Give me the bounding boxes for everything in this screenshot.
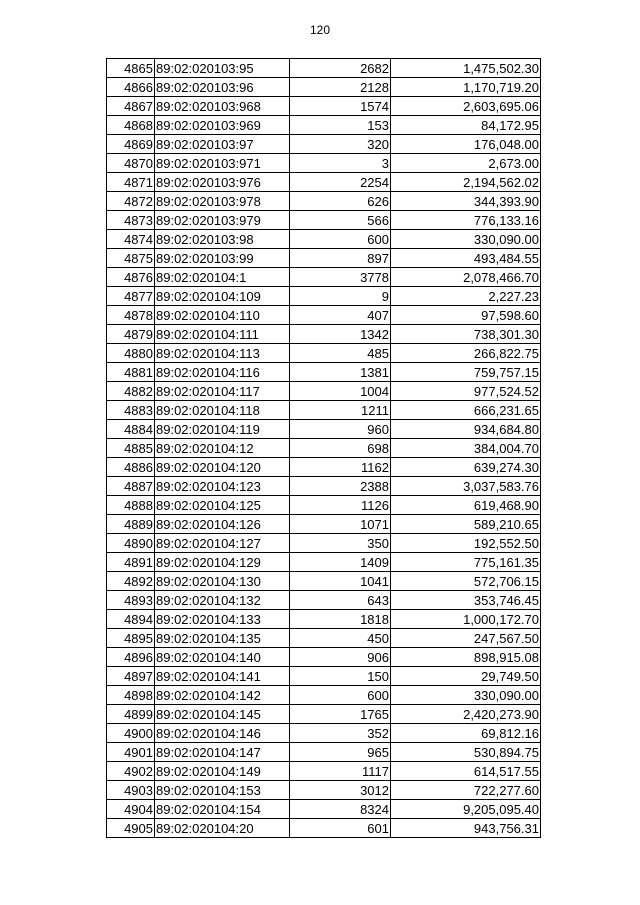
row-number-cell: 4882 — [107, 382, 155, 401]
cadastral-number-cell: 89:02:020103:97 — [155, 135, 290, 154]
value-cell: 3,037,583.76 — [391, 477, 541, 496]
row-number-cell: 4881 — [107, 363, 155, 382]
area-cell: 2254 — [290, 173, 391, 192]
value-cell: 759,757.15 — [391, 363, 541, 382]
row-number-cell: 4869 — [107, 135, 155, 154]
value-cell: 9,205,095.40 — [391, 800, 541, 819]
row-number-cell: 4898 — [107, 686, 155, 705]
cadastral-number-cell: 89:02:020104:123 — [155, 477, 290, 496]
row-number-cell: 4868 — [107, 116, 155, 135]
data-table — [106, 58, 541, 838]
table-row — [107, 420, 541, 439]
area-cell: 1117 — [290, 762, 391, 781]
value-cell: 1,000,172.70 — [391, 610, 541, 629]
table-row — [107, 800, 541, 819]
cadastral-number-cell: 89:02:020104:110 — [155, 306, 290, 325]
area-cell: 1071 — [290, 515, 391, 534]
table-row — [107, 515, 541, 534]
cadastral-number-cell: 89:02:020103:95 — [155, 59, 290, 78]
value-cell: 2,078,466.70 — [391, 268, 541, 287]
cadastral-number-cell: 89:02:020104:141 — [155, 667, 290, 686]
value-cell: 84,172.95 — [391, 116, 541, 135]
area-cell: 450 — [290, 629, 391, 648]
cadastral-number-cell: 89:02:020104:145 — [155, 705, 290, 724]
cadastral-number-cell: 89:02:020104:142 — [155, 686, 290, 705]
row-number-cell: 4886 — [107, 458, 155, 477]
value-cell: 943,756.31 — [391, 819, 541, 838]
table-row — [107, 344, 541, 363]
table-row — [107, 477, 541, 496]
cadastral-number-cell: 89:02:020104:12 — [155, 439, 290, 458]
row-number-cell: 4892 — [107, 572, 155, 591]
cadastral-number-cell: 89:02:020103:99 — [155, 249, 290, 268]
table-row — [107, 211, 541, 230]
value-cell: 572,706.15 — [391, 572, 541, 591]
table-row — [107, 781, 541, 800]
table-row — [107, 496, 541, 515]
row-number-cell: 4904 — [107, 800, 155, 819]
area-cell: 1041 — [290, 572, 391, 591]
cadastral-number-cell: 89:02:020104:149 — [155, 762, 290, 781]
row-number-cell: 4878 — [107, 306, 155, 325]
cadastral-number-cell: 89:02:020104:117 — [155, 382, 290, 401]
area-cell: 407 — [290, 306, 391, 325]
value-cell: 330,090.00 — [391, 686, 541, 705]
row-number-cell: 4887 — [107, 477, 155, 496]
cadastral-number-cell: 89:02:020104:118 — [155, 401, 290, 420]
table-row — [107, 648, 541, 667]
table-body — [107, 59, 541, 838]
area-cell: 8324 — [290, 800, 391, 819]
row-number-cell: 4888 — [107, 496, 155, 515]
table-row — [107, 154, 541, 173]
value-cell: 530,894.75 — [391, 743, 541, 762]
value-cell: 898,915.08 — [391, 648, 541, 667]
area-cell: 2388 — [290, 477, 391, 496]
table-row — [107, 572, 541, 591]
cadastral-number-cell: 89:02:020104:126 — [155, 515, 290, 534]
value-cell: 176,048.00 — [391, 135, 541, 154]
value-cell: 97,598.60 — [391, 306, 541, 325]
table-row — [107, 610, 541, 629]
cadastral-number-cell: 89:02:020104:129 — [155, 553, 290, 572]
row-number-cell: 4903 — [107, 781, 155, 800]
area-cell: 3012 — [290, 781, 391, 800]
value-cell: 977,524.52 — [391, 382, 541, 401]
table-row — [107, 686, 541, 705]
value-cell: 29,749.50 — [391, 667, 541, 686]
row-number-cell: 4902 — [107, 762, 155, 781]
table-row — [107, 116, 541, 135]
row-number-cell: 4872 — [107, 192, 155, 211]
area-cell: 352 — [290, 724, 391, 743]
row-number-cell: 4889 — [107, 515, 155, 534]
area-cell: 906 — [290, 648, 391, 667]
area-cell: 2128 — [290, 78, 391, 97]
value-cell: 353,746.45 — [391, 591, 541, 610]
value-cell: 2,194,562.02 — [391, 173, 541, 192]
cadastral-number-cell: 89:02:020103:979 — [155, 211, 290, 230]
row-number-cell: 4885 — [107, 439, 155, 458]
table-row — [107, 97, 541, 116]
table-row — [107, 724, 541, 743]
row-number-cell: 4867 — [107, 97, 155, 116]
table-row — [107, 743, 541, 762]
cadastral-number-cell: 89:02:020104:146 — [155, 724, 290, 743]
area-cell: 965 — [290, 743, 391, 762]
row-number-cell: 4876 — [107, 268, 155, 287]
cadastral-number-cell: 89:02:020103:98 — [155, 230, 290, 249]
value-cell: 247,567.50 — [391, 629, 541, 648]
table-row — [107, 249, 541, 268]
table-row — [107, 667, 541, 686]
value-cell: 666,231.65 — [391, 401, 541, 420]
row-number-cell: 4900 — [107, 724, 155, 743]
table-row — [107, 268, 541, 287]
area-cell: 2682 — [290, 59, 391, 78]
row-number-cell: 4880 — [107, 344, 155, 363]
table-row — [107, 230, 541, 249]
table-row — [107, 458, 541, 477]
area-cell: 3 — [290, 154, 391, 173]
cadastral-number-cell: 89:02:020103:978 — [155, 192, 290, 211]
value-cell: 384,004.70 — [391, 439, 541, 458]
area-cell: 1409 — [290, 553, 391, 572]
table-row — [107, 306, 541, 325]
cadastral-number-cell: 89:02:020104:135 — [155, 629, 290, 648]
value-cell: 738,301.30 — [391, 325, 541, 344]
table-row — [107, 192, 541, 211]
value-cell: 614,517.55 — [391, 762, 541, 781]
value-cell: 1,475,502.30 — [391, 59, 541, 78]
value-cell: 2,420,273.90 — [391, 705, 541, 724]
table-row — [107, 401, 541, 420]
value-cell: 722,277.60 — [391, 781, 541, 800]
area-cell: 960 — [290, 420, 391, 439]
area-cell: 1765 — [290, 705, 391, 724]
cadastral-number-cell: 89:02:020104:119 — [155, 420, 290, 439]
area-cell: 1574 — [290, 97, 391, 116]
table-row — [107, 173, 541, 192]
cadastral-number-cell: 89:02:020104:111 — [155, 325, 290, 344]
area-cell: 698 — [290, 439, 391, 458]
value-cell: 776,133.16 — [391, 211, 541, 230]
cadastral-number-cell: 89:02:020103:976 — [155, 173, 290, 192]
value-cell: 934,684.80 — [391, 420, 541, 439]
page-number: 120 — [309, 23, 331, 37]
table-row — [107, 135, 541, 154]
area-cell: 485 — [290, 344, 391, 363]
table-row — [107, 78, 541, 97]
cadastral-number-cell: 89:02:020104:147 — [155, 743, 290, 762]
value-cell: 1,170,719.20 — [391, 78, 541, 97]
value-cell: 493,484.55 — [391, 249, 541, 268]
row-number-cell: 4866 — [107, 78, 155, 97]
cadastral-number-cell: 89:02:020104:140 — [155, 648, 290, 667]
area-cell: 600 — [290, 686, 391, 705]
value-cell: 639,274.30 — [391, 458, 541, 477]
row-number-cell: 4873 — [107, 211, 155, 230]
area-cell: 1818 — [290, 610, 391, 629]
area-cell: 1162 — [290, 458, 391, 477]
table-row — [107, 629, 541, 648]
table-row — [107, 325, 541, 344]
area-cell: 897 — [290, 249, 391, 268]
row-number-cell: 4865 — [107, 59, 155, 78]
cadastral-number-cell: 89:02:020104:116 — [155, 363, 290, 382]
area-cell: 153 — [290, 116, 391, 135]
cadastral-number-cell: 89:02:020103:971 — [155, 154, 290, 173]
table-row — [107, 287, 541, 306]
cadastral-number-cell: 89:02:020103:968 — [155, 97, 290, 116]
area-cell: 566 — [290, 211, 391, 230]
cadastral-number-cell: 89:02:020104:109 — [155, 287, 290, 306]
row-number-cell: 4884 — [107, 420, 155, 439]
area-cell: 1381 — [290, 363, 391, 382]
value-cell: 2,603,695.06 — [391, 97, 541, 116]
value-cell: 344,393.90 — [391, 192, 541, 211]
cadastral-number-cell: 89:02:020104:125 — [155, 496, 290, 515]
area-cell: 1126 — [290, 496, 391, 515]
row-number-cell: 4895 — [107, 629, 155, 648]
area-cell: 1342 — [290, 325, 391, 344]
cadastral-number-cell: 89:02:020104:132 — [155, 591, 290, 610]
value-cell: 69,812.16 — [391, 724, 541, 743]
area-cell: 3778 — [290, 268, 391, 287]
row-number-cell: 4901 — [107, 743, 155, 762]
area-cell: 320 — [290, 135, 391, 154]
row-number-cell: 4874 — [107, 230, 155, 249]
table-row — [107, 439, 541, 458]
area-cell: 9 — [290, 287, 391, 306]
area-cell: 601 — [290, 819, 391, 838]
row-number-cell: 4905 — [107, 819, 155, 838]
row-number-cell: 4894 — [107, 610, 155, 629]
value-cell: 2,227.23 — [391, 287, 541, 306]
area-cell: 600 — [290, 230, 391, 249]
table-row — [107, 591, 541, 610]
value-cell: 330,090.00 — [391, 230, 541, 249]
table-row — [107, 382, 541, 401]
row-number-cell: 4890 — [107, 534, 155, 553]
value-cell: 266,822.75 — [391, 344, 541, 363]
table-row — [107, 705, 541, 724]
row-number-cell: 4879 — [107, 325, 155, 344]
area-cell: 1211 — [290, 401, 391, 420]
row-number-cell: 4875 — [107, 249, 155, 268]
row-number-cell: 4883 — [107, 401, 155, 420]
area-cell: 350 — [290, 534, 391, 553]
area-cell: 626 — [290, 192, 391, 211]
cadastral-number-cell: 89:02:020104:127 — [155, 534, 290, 553]
table-row — [107, 762, 541, 781]
table-row — [107, 59, 541, 78]
cadastral-number-cell: 89:02:020104:133 — [155, 610, 290, 629]
value-cell: 2,673.00 — [391, 154, 541, 173]
value-cell: 192,552.50 — [391, 534, 541, 553]
table-row — [107, 534, 541, 553]
cadastral-number-cell: 89:02:020104:120 — [155, 458, 290, 477]
table-row — [107, 819, 541, 838]
row-number-cell: 4896 — [107, 648, 155, 667]
row-number-cell: 4899 — [107, 705, 155, 724]
value-cell: 589,210.65 — [391, 515, 541, 534]
table-row — [107, 363, 541, 382]
row-number-cell: 4871 — [107, 173, 155, 192]
cadastral-number-cell: 89:02:020104:1 — [155, 268, 290, 287]
area-cell: 643 — [290, 591, 391, 610]
cadastral-number-cell: 89:02:020104:154 — [155, 800, 290, 819]
table-row — [107, 553, 541, 572]
cadastral-number-cell: 89:02:020104:153 — [155, 781, 290, 800]
row-number-cell: 4893 — [107, 591, 155, 610]
row-number-cell: 4877 — [107, 287, 155, 306]
value-cell: 619,468.90 — [391, 496, 541, 515]
row-number-cell: 4870 — [107, 154, 155, 173]
cadastral-number-cell: 89:02:020103:969 — [155, 116, 290, 135]
value-cell: 775,161.35 — [391, 553, 541, 572]
row-number-cell: 4897 — [107, 667, 155, 686]
cadastral-number-cell: 89:02:020104:130 — [155, 572, 290, 591]
cadastral-number-cell: 89:02:020103:96 — [155, 78, 290, 97]
area-cell: 150 — [290, 667, 391, 686]
row-number-cell: 4891 — [107, 553, 155, 572]
cadastral-number-cell: 89:02:020104:113 — [155, 344, 290, 363]
cadastral-number-cell: 89:02:020104:20 — [155, 819, 290, 838]
area-cell: 1004 — [290, 382, 391, 401]
